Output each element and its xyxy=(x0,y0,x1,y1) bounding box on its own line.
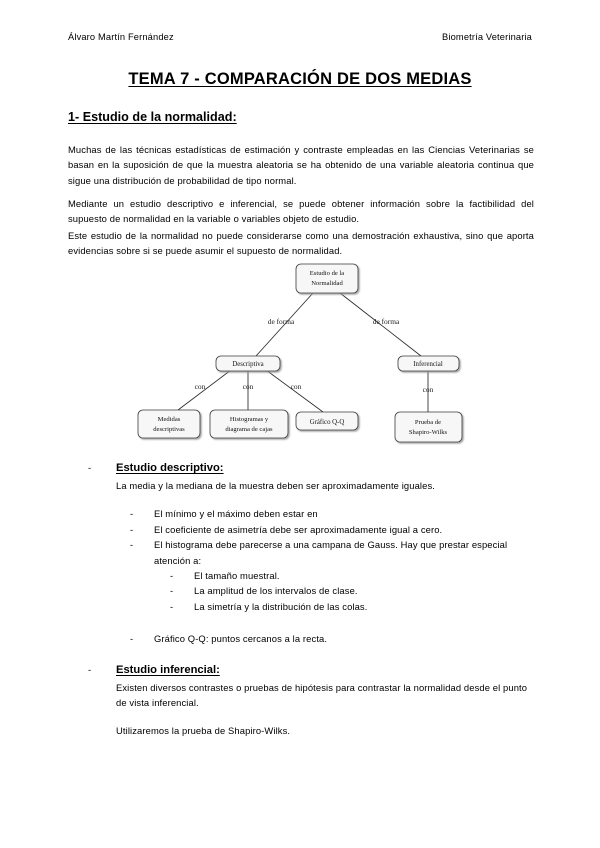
edge-descriptiva-qq xyxy=(266,370,323,412)
diagram-node-root xyxy=(296,264,358,293)
outline-list xyxy=(68,462,534,739)
bullet-dash: - xyxy=(170,600,174,612)
outline-heading-descriptivo xyxy=(116,462,534,474)
node-inferencial-label: Inferencial xyxy=(413,361,443,368)
paragraph-evidencias: Este estudio de la normalidad no puede considerarse como una demostración exhaustiva, sino que aporta evidencias sobre si se puede asumir el supuesto de normalidad. xyxy=(68,230,534,257)
node-shapiro-line2: Shapiro-Wilks xyxy=(408,429,448,436)
outline-subsubitem xyxy=(156,599,534,614)
page-header xyxy=(68,32,532,42)
diagram-node-descriptiva xyxy=(216,356,280,371)
outline-heading-inferencial-text: Estudio inferencial: xyxy=(116,663,220,676)
edge-label-de-forma-right: de forma xyxy=(372,317,400,326)
outline-heading-inferencial xyxy=(116,664,534,676)
paragraph-intro: Muchas de las técnicas estadísticas de estimación y contraste empleadas en las Ciencias Veterinarias se basan en la suposición de que la muestra aleatoria se ha obtenido de una variable aleatoria continua que sigue una distribución de probabilidad de tipo normal. xyxy=(68,144,534,186)
page-title xyxy=(0,70,600,89)
edge-label-con-histogramas: con xyxy=(242,382,254,391)
edge-label-con-medidas: con xyxy=(194,382,206,391)
outline-subsubitem-text: La amplitud de los intervalos de clase. xyxy=(194,585,358,597)
outline-subitem-text: El coeficiente de asimetría debe ser aproximadamente igual a cero. xyxy=(154,523,443,535)
header-course: Biometría Veterinaria xyxy=(442,32,532,42)
node-grafico-qq-label: Gráfico Q-Q xyxy=(309,419,345,426)
bullet-dash: - xyxy=(130,539,134,551)
outline-intro-inferencial: Existen diversos contrastes o pruebas de hipótesis para contrastar la normalidad desde el punto de vista inferencial. xyxy=(116,681,528,709)
diagram-node-inferencial xyxy=(398,356,459,371)
outline-subsubitem-text: El tamaño muestral. xyxy=(194,570,280,582)
edge-label-de-forma-left: de forma xyxy=(267,317,295,326)
paragraph-descriptivo-inferencial: Mediante un estudio descriptivo e inferencial, se puede obtener información sobre la factibilidad del supuesto de normalidad en la variable o variables objeto de estudio. xyxy=(68,198,534,225)
node-medidas-line2: descriptivas xyxy=(153,426,185,433)
bullet-dash: - xyxy=(170,570,174,582)
bullet-dash: - xyxy=(130,508,134,520)
edge-label-con-qq: con xyxy=(290,382,302,391)
section-heading-text: 1- Estudio de la normalidad: xyxy=(68,110,237,124)
header-author: Álvaro Martín Fernández xyxy=(68,32,174,42)
diagram-edge-labels xyxy=(195,317,434,394)
normality-study-tree-diagram xyxy=(108,262,498,458)
node-root-line1: Estudio de la xyxy=(309,270,345,277)
node-histogramas-line2: diagrama de cajas xyxy=(225,426,273,433)
outline-item-estudio-inferencial xyxy=(68,664,534,739)
diagram-node-shapiro xyxy=(395,412,462,442)
outline-subitem xyxy=(116,631,534,646)
page-title-text: TEMA 7 - COMPARACIÓN DE DOS MEDIAS xyxy=(128,70,472,88)
outline-intro-descriptivo: La media y la mediana de la muestra deben ser aproximadamente iguales. xyxy=(116,480,435,491)
bullet-dash: - xyxy=(170,585,174,597)
diagram-node-grafico-qq xyxy=(296,412,358,430)
outline-subitem xyxy=(116,506,534,521)
bullet-dash: - xyxy=(88,663,92,675)
outline-item-estudio-descriptivo xyxy=(68,462,534,647)
node-medidas-line1: Medidas xyxy=(157,416,181,423)
outline-subsubitem xyxy=(156,568,534,583)
bullet-dash: - xyxy=(88,462,92,473)
node-descriptiva-label: Descriptiva xyxy=(232,361,264,368)
outline-subitem-text: El histograma debe parecerse a una campana de Gauss. Hay que prestar especial atención a: xyxy=(154,539,508,566)
node-shapiro-line1: Prueba de xyxy=(414,419,442,426)
outline-subsubitem-text: La simetría y la distribución de las colas. xyxy=(194,600,368,612)
outline-subitem xyxy=(116,522,534,537)
diagram-node-histogramas xyxy=(210,410,288,438)
diagram-node-medidas xyxy=(138,410,200,438)
diagram-edges xyxy=(178,293,428,412)
outline-subitem-text: Gráfico Q-Q: puntos cercanos a la recta. xyxy=(154,633,328,645)
node-histogramas-line1: Histogramas y xyxy=(229,416,269,423)
outline-heading-descriptivo-text: Estudio descriptivo: xyxy=(116,462,224,474)
edge-label-con-shapiro: con xyxy=(422,385,434,394)
node-root-line2: Normalidad xyxy=(311,280,343,287)
outline-closing-inferencial: Utilizaremos la prueba de Shapiro-Wilks. xyxy=(116,725,291,737)
outline-subsubitem xyxy=(156,583,534,598)
outline-subitem-text: El mínimo y el máximo deben estar en xyxy=(154,508,318,520)
bullet-dash: - xyxy=(130,633,134,645)
outline-subitem xyxy=(116,537,534,568)
section-heading-normalidad xyxy=(68,110,237,124)
bullet-dash: - xyxy=(130,523,134,535)
